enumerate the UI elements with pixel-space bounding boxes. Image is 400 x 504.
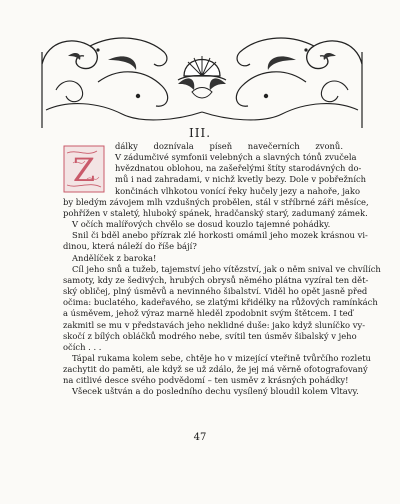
chapter-number: III. [188,126,212,140]
text-line: ský obličej, plný úsměvů a nevinného šibalství. Viděl ho opět jasně před [63,286,368,297]
text-line: na citlivé desce svého podvědomí – ten usměv z krásných pohádky! [63,375,349,386]
text-line: očích . . . [63,341,102,352]
text-line: zachytit do paměti, ale když se už zdálo, že jej má věrně ofotografovaný [63,364,368,375]
text-line: dálky doznívala píseň navečerních zvonů. [115,141,343,151]
text-line: pohřížen v staletý, hluboký spánek, hradčanský starý, zadumaný zámek. [63,207,368,218]
text-line: Andělíček z baroka! [72,252,157,263]
text-line: V zádumčivé symfonii velebných a slavných tónů zvučela [115,152,357,163]
text-line: očima: buclatého, kadeřavého, se zlatými křidélky na růžových ramínkách [63,297,378,308]
svg-text:Z: Z [72,151,96,189]
text-line: Všecek uštván a do posledního dechu vysílený bloudil kolem Vltavy. [72,386,359,397]
text-line: Snil či bděl anebo přízrak zlé horkosti omámil jeho mozek krásnou vi- [72,230,368,241]
text-line: a úsměvem, jehož výraz marně hleděl zpodobnit svým štětcem. I teď [63,308,354,319]
text-line: by bledým závojem mlh vzdušných probělen, stál v stříbrné záři měsíce, [63,196,369,207]
page-number: 47 [193,432,207,443]
text-line: samoty, kdy ze šedivých, hrubých obrysů němého plátna vyzíral ten dět- [63,274,369,285]
text-line: hvězdnatou oblohou, na zašeřelými štíty starodávných do- [115,163,362,174]
text-line: Tápal rukama kolem sebe, chtěje ho v mizející vteřině tvůrčího rozletu [72,352,371,363]
rococo-ornament-header [38,30,366,128]
text-line: V očích malířových chvělo se dosud kouzlo tajemné pohádky. [72,219,331,230]
text-line: končinách vlhkotou vonící řeky hučely jezy a nahoře, jako [115,185,361,196]
text-line: skočí z bílých obláčků modrého nebe, svítil ten úsměv šibalský v jeho [63,330,357,341]
text-line: zakmitl se mu v představách jeho neklidné duše: jako když sluníčko vy- [63,319,366,330]
text-line: mů i nad zahradami, v nichž kvetly bezy. Dole v pobřežních [115,174,367,185]
text-line: Cíl jeho snů a tužeb, tajemství jeho vítězství, jak o něm snival ve chvílích [72,263,381,274]
text-line: dinou, která náleží do říše bájí? [63,241,197,252]
body-text [63,141,381,398]
